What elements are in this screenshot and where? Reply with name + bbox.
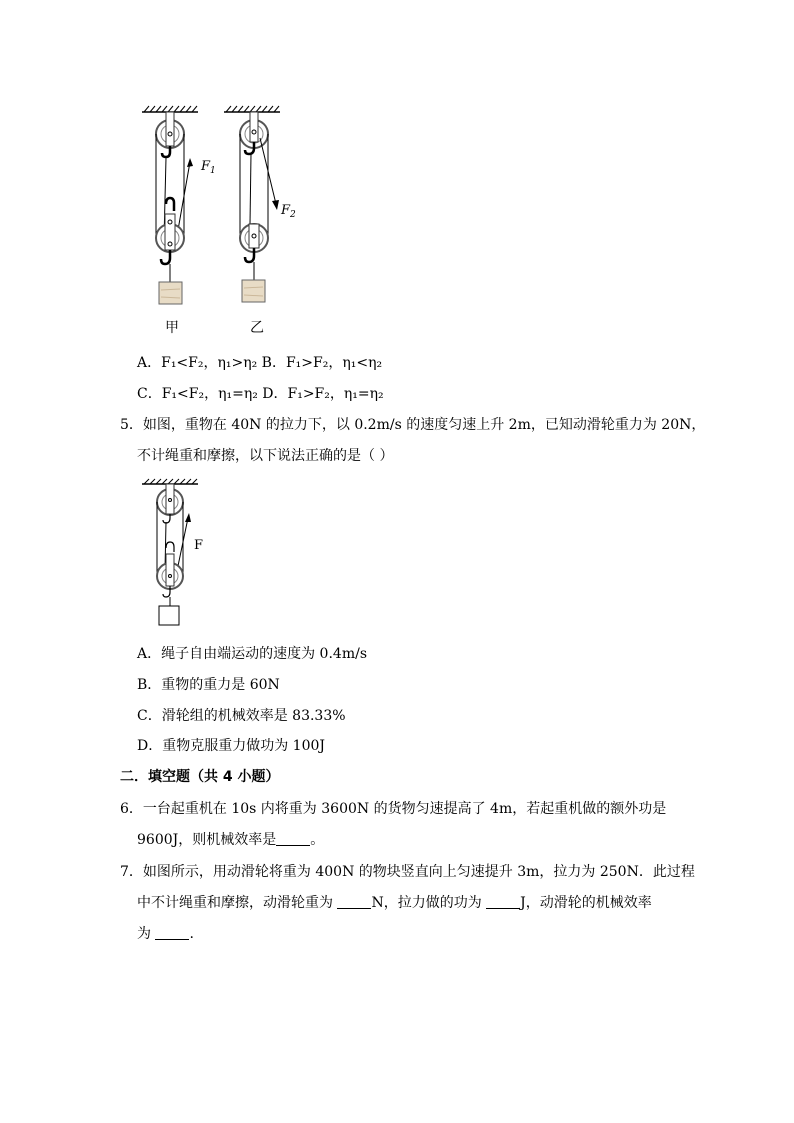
q6-line1: 6．一台起重机在 10s 内将重为 3600N 的货物匀速提高了 4m，若起重机做的额外功是 (120, 801, 667, 817)
q5-option-d: D．重物克服重力做功为 100J (137, 738, 326, 754)
q6-line2-end: 。 (310, 832, 325, 848)
section-title-fill-in: 二．填空题（共 4 小题） (120, 769, 280, 785)
q7-line3-text: 为 (137, 926, 156, 942)
f2-label: $F_2$ (281, 203, 296, 220)
q7-blank-pulley-weight[interactable] (337, 894, 371, 909)
q5-option-c: C．滑轮组的机械效率是 83.33% (137, 708, 346, 724)
q5-option-a: A．绳子自由端运动的速度为 0.4m/s (137, 646, 368, 662)
pulley-figure-q5 (138, 478, 218, 630)
q6-answer-blank[interactable] (276, 831, 310, 846)
q5-stem-line1: 5．如图，重物在 40N 的拉力下，以 0.2m/s 的速度匀速上升 2m，已知动滑轮重力为 20N， (120, 417, 706, 433)
pulley-figure-jia-yi (130, 100, 300, 340)
q7-blank-work[interactable] (486, 894, 520, 909)
caption-yi: 乙 (250, 320, 264, 336)
q7-line2-text-c: J，动滑轮的机械效率 (520, 895, 652, 911)
q6-line2-text: 9600J，则机械效率是 (137, 832, 277, 848)
caption-jia: 甲 (165, 320, 179, 336)
q7-line2-text-b: N，拉力做的功为 (371, 895, 487, 911)
q5-f-label: F (194, 538, 204, 553)
f1-label: $F_1$ (201, 159, 216, 176)
q4-options-ab: A．F₁<F₂，η₁>η₂ B．F₁>F₂，η₁<η₂ (137, 355, 383, 371)
q7-line2-text-a: 中不计绳重和摩擦，动滑轮重为 (137, 895, 338, 911)
q7-blank-efficiency[interactable] (155, 925, 189, 940)
q6-line2 (137, 831, 324, 849)
q7-line2 (137, 894, 652, 912)
q7-line1: 7．如图所示，用动滑轮将重为 400N 的物块竖直向上匀速提升 3m，拉力为 250N．此过程 (120, 864, 695, 880)
q5-stem-line2: 不计绳重和摩擦，以下说法正确的是（ ） (137, 448, 394, 464)
q7-line3-end: . (189, 926, 194, 942)
q4-options-cd: C．F₁<F₂，η₁=η₂ D．F₁>F₂，η₁=η₂ (137, 386, 384, 402)
q5-option-b: B．重物的重力是 60N (137, 677, 280, 693)
q7-line3 (137, 925, 194, 943)
